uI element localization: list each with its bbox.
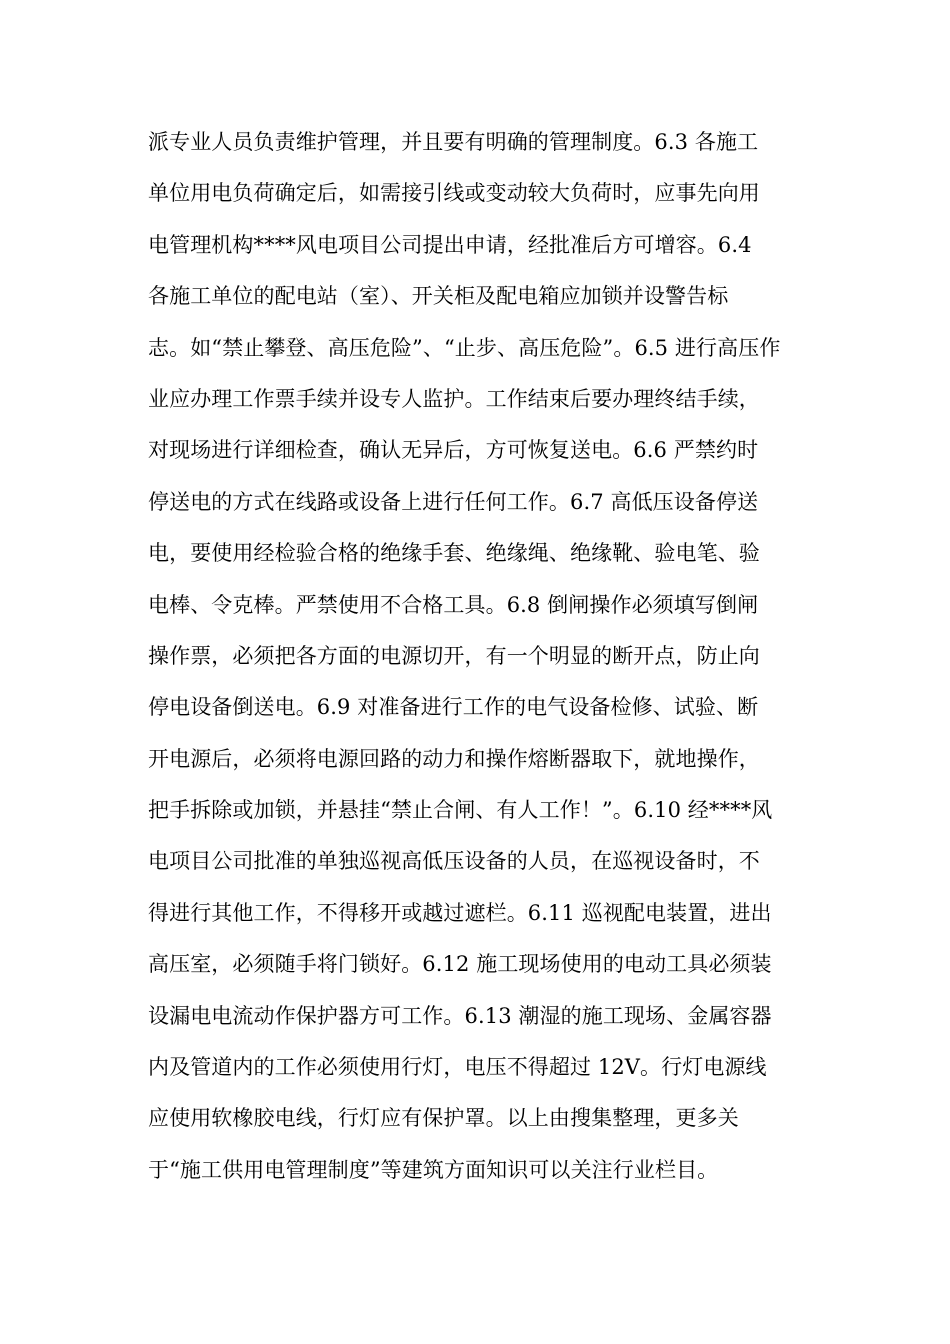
body-text bbox=[148, 117, 818, 1196]
text-line: 电，要使用经检验合格的绝缘手套、绝缘绳、绝缘靴、验电笔、验 bbox=[148, 541, 760, 566]
text-line: 志。如“禁止攀登、高压危险”、“止步、高压危险”。6.5 进行高压作 bbox=[148, 335, 781, 360]
text-line: 电管理机构****风电项目公司提出申请，经批准后方可增容。6.4 bbox=[148, 232, 752, 257]
text-line: 应使用软橡胶电线，行灯应有保护罩。以上由搜集整理，更多关 bbox=[148, 1106, 739, 1131]
text-line: 高压室，必须随手将门锁好。6.12 施工现场使用的电动工具必须装 bbox=[148, 952, 772, 977]
text-line: 于“施工供用电管理制度”等建筑方面知识可以关注行业栏目。 bbox=[148, 1157, 719, 1182]
text-line: 派专业人员负责维护管理，并且要有明确的管理制度。6.3 各施工 bbox=[148, 130, 759, 154]
text-line: 业应办理工作票手续并设专人监护。工作结束后要办理终结手续， bbox=[148, 386, 760, 411]
text-line: 电棒、令克棒。严禁使用不合格工具。6.8 倒闸操作必须填写倒闸 bbox=[148, 592, 759, 617]
text-line: 开电源后，必须将电源回路的动力和操作熔断器取下，就地操作， bbox=[148, 746, 760, 771]
text-line: 停送电的方式在线路或设备上进行任何工作。6.7 高低压设备停送 bbox=[148, 489, 759, 514]
text-line: 内及管道内的工作必须使用行灯，电压不得超过 12V。行灯电源线 bbox=[148, 1055, 767, 1080]
text-line: 各施工单位的配电站（室）、开关柜及配电箱应加锁并设警告标 bbox=[148, 284, 729, 309]
text-line: 设漏电电流动作保护器方可工作。6.13 潮湿的施工现场、金属容器 bbox=[148, 1003, 772, 1028]
text-line: 单位用电负荷确定后，如需接引线或变动较大负荷时，应事先向用 bbox=[148, 181, 760, 206]
text-line: 操作票，必须把各方面的电源切开，有一个明显的断开点，防止向 bbox=[148, 643, 760, 668]
text-line: 把手拆除或加锁，并悬挂“禁止合闸、有人工作！”。6.10 经****风 bbox=[148, 798, 773, 823]
text-line: 电项目公司批准的单独巡视高低压设备的人员，在巡视设备时，不 bbox=[148, 849, 760, 874]
text-line: 对现场进行详细检查，确认无异后，方可恢复送电。6.6 严禁约时 bbox=[148, 438, 759, 463]
text-line: 得进行其他工作，不得移开或越过遮栏。6.11 巡视配电装置，进出 bbox=[148, 900, 772, 925]
text-line: 停电设备倒送电。6.9 对准备进行工作的电气设备检修、试验、断 bbox=[148, 695, 759, 720]
